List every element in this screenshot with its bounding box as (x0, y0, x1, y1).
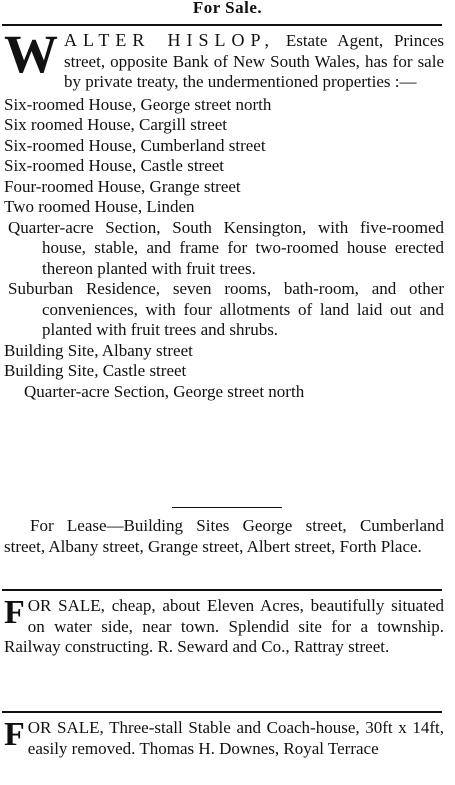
property-item: Two roomed House, Linden (4, 197, 195, 216)
property-item: Six-roomed House, George street north (4, 94, 272, 114)
hislop-intro-block (4, 24, 444, 93)
hislop-dropcap: W (4, 24, 58, 84)
property-item: Suburban Residence, seven rooms, bath-room, and other conveniences, with four allotments of land laid out and planted with fruit trees and shrubs. (8, 279, 444, 339)
top-rule (2, 24, 442, 26)
property-item: Building Site, Albany street (4, 340, 193, 360)
lease-notice (4, 516, 444, 557)
hislop-property-list (4, 95, 444, 403)
eleven-acres-advertisement (4, 596, 444, 658)
rule-before-ad3 (2, 711, 442, 713)
ad2-dropcap: F (4, 594, 25, 631)
property-item-last: Quarter-acre Section, George street north (24, 381, 305, 401)
ad3-dropcap: F (4, 716, 25, 753)
short-divider (172, 507, 282, 508)
property-item: Quarter-acre Section, South Kensington, with five-roomed house, stable, and frame for two-roomed house erected thereon planted with fruit trees. (8, 217, 444, 278)
property-item: Six-roomed House, Cumberland street (4, 135, 266, 155)
property-item: Six roomed House, Cargill street (4, 115, 228, 134)
ad2-text: OR SALE, cheap, about Eleven Acres, beautifully situated on water side, near town. Splendid site for a township. Railway constructing. R. Seward and Co., Rattray street. (4, 596, 444, 656)
rule-before-ad2 (2, 589, 442, 591)
hislop-advertisement (4, 24, 444, 402)
hislop-name: ALTER HISLOP, (64, 30, 275, 50)
ad3-text: OR SALE, Three-stall Stable and Coach-house, 30ft x 14ft, easily removed. Thomas H. Downes, Royal Terrace (27, 718, 444, 758)
property-item: Six-roomed House, Castle street (4, 156, 225, 175)
property-item: Four-roomed House, Grange street (4, 176, 241, 196)
lease-text: For Lease—Building Sites George street, Cumberland street, Albany street, Grange street, Albert street, Forth Place. (4, 516, 444, 556)
hislop-intro: Estate Agent, Princes street, opposite Bank of New South Wales, has for sale by private treaty, the undermentioned properties :— (64, 31, 444, 91)
stable-advertisement (4, 718, 444, 759)
property-item: Building Site, Castle street (4, 361, 187, 380)
section-heading: For Sale. (192, 0, 263, 17)
